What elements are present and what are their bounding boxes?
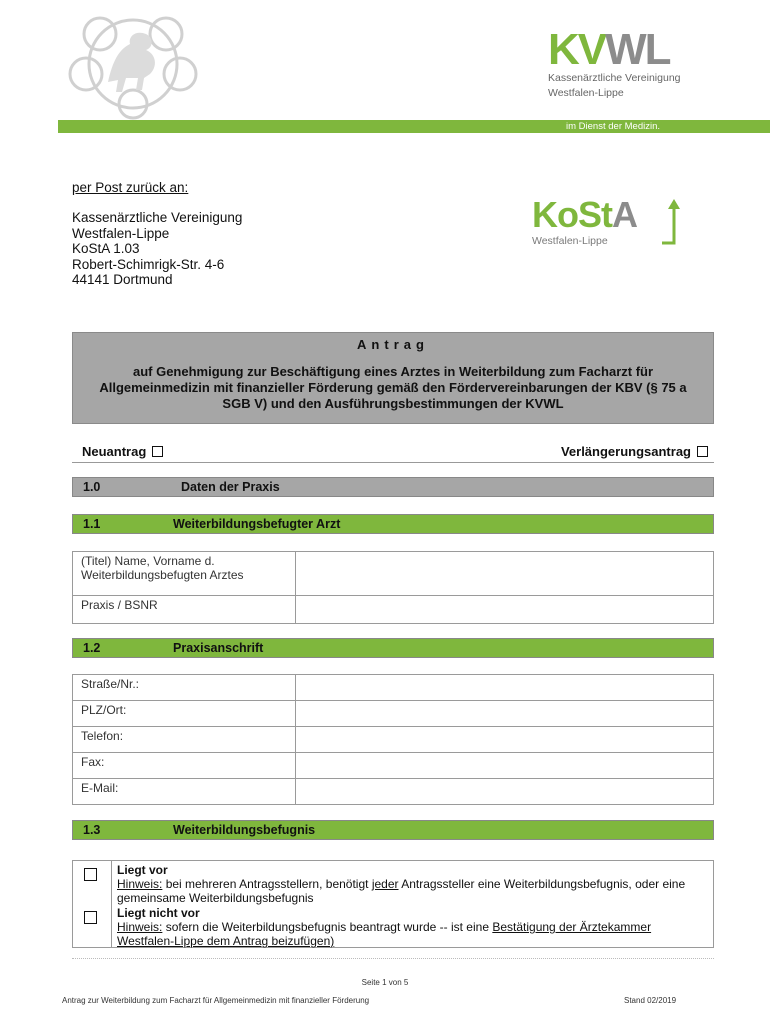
fax-label: Fax: — [73, 753, 296, 779]
neuantrag-option[interactable]: Neuantrag — [82, 444, 163, 459]
plz-ort-input[interactable] — [296, 701, 714, 727]
kosta-logo-sub: Westfalen-Lippe — [532, 235, 608, 247]
address-line: Westfalen-Lippe — [72, 225, 170, 241]
email-input[interactable] — [296, 779, 714, 805]
kvwl-logo: KVWL Kassenärztliche Vereinigung Westfalen-Lippe — [548, 25, 681, 99]
name-input[interactable] — [296, 552, 714, 596]
address-line: KoStA 1.03 — [72, 241, 140, 256]
email-label: E-Mail: — [73, 779, 296, 805]
liegt-nicht-vor-checkbox[interactable] — [84, 911, 97, 924]
kvwl-logo-line1: Kassenärztliche Vereinigung — [548, 72, 681, 84]
section-1-3-header: 1.3 Weiterbildungsbefugnis — [72, 820, 714, 840]
page-number: Seite 1 von 5 — [361, 978, 409, 987]
telefon-label: Telefon: — [73, 727, 296, 753]
return-address — [72, 210, 242, 288]
footer-document-title: Antrag zur Weiterbildung zum Facharzt für Allgemeinmedizin mit finanzieller Förderung — [62, 996, 370, 1005]
address-fields-table — [72, 674, 714, 805]
fax-input[interactable] — [296, 753, 714, 779]
arzt-fields-table — [72, 551, 714, 624]
liegt-vor-text: Liegt vor Hinweis: bei mehreren Antragsstellern, benötigt jeder Antragssteller eine Weiterbildungsbefugnis, oder eine gemeinsame Weiterbildungsbefugnis — [117, 863, 686, 905]
divider — [72, 462, 714, 463]
antrag-title: Antrag — [357, 337, 429, 352]
section-1-0-header: 1.0 Daten der Praxis — [72, 477, 714, 497]
befugnis-options-box — [72, 860, 714, 948]
name-label: (Titel) Name, Vorname d. Weiterbildungsbefugten Arztes — [73, 552, 296, 596]
footer-divider — [72, 958, 714, 960]
antrag-description: auf Genehmigung zur Beschäftigung eines Arztes in Weiterbildung zum Facharzt für Allgemeinmedizin mit finanzieller Förderung gemäß den Fördervereinbarungen der KBV (§ 75 a SGB V) und den Ausführungsbestimmungen der KVWL — [99, 364, 687, 411]
header-green-bar — [58, 120, 770, 133]
strasse-label: Straße/Nr.: — [73, 675, 296, 701]
liegt-nicht-vor-text: Liegt nicht vor Hinweis: sofern die Weiterbildungsbefugnis beantragt wurde -- ist eine Bestätigung der Ärztekammer Westfalen-Lippe dem Antrag beizufügen) — [117, 906, 652, 948]
plz-ort-label: PLZ/Ort: — [73, 701, 296, 727]
praxis-bsnr-input[interactable] — [296, 596, 714, 624]
verlaengerungsantrag-checkbox[interactable] — [697, 446, 708, 457]
footer-date: Stand 02/2019 — [624, 996, 677, 1005]
address-line: 44141 Dortmund — [72, 272, 173, 287]
section-1-2-header: 1.2 Praxisanschrift — [72, 638, 714, 658]
arrow-up-icon — [660, 197, 692, 247]
telefon-input[interactable] — [296, 727, 714, 753]
antrag-header-box — [72, 332, 714, 424]
slogan: im Dienst der Medizin. — [566, 121, 660, 132]
westfalen-horse-seal-logo — [58, 4, 208, 122]
liegt-vor-checkbox[interactable] — [84, 868, 97, 881]
address-line: Robert-Schimrigk-Str. 4-6 — [72, 256, 225, 272]
return-address-title: per Post zurück an: — [72, 180, 189, 195]
neuantrag-checkbox[interactable] — [152, 446, 163, 457]
kosta-logo: KoStA Westfalen-Lippe — [532, 197, 692, 247]
section-1-1-header: 1.1 Weiterbildungsbefugter Arzt — [72, 514, 714, 534]
kvwl-logo-line2: Westfalen-Lippe — [548, 87, 624, 99]
strasse-input[interactable] — [296, 675, 714, 701]
praxis-bsnr-label: Praxis / BSNR — [73, 596, 296, 624]
address-line: Kassenärztliche Vereinigung — [72, 210, 243, 225]
verlaengerungsantrag-option[interactable]: Verlängerungsantrag — [561, 444, 708, 459]
